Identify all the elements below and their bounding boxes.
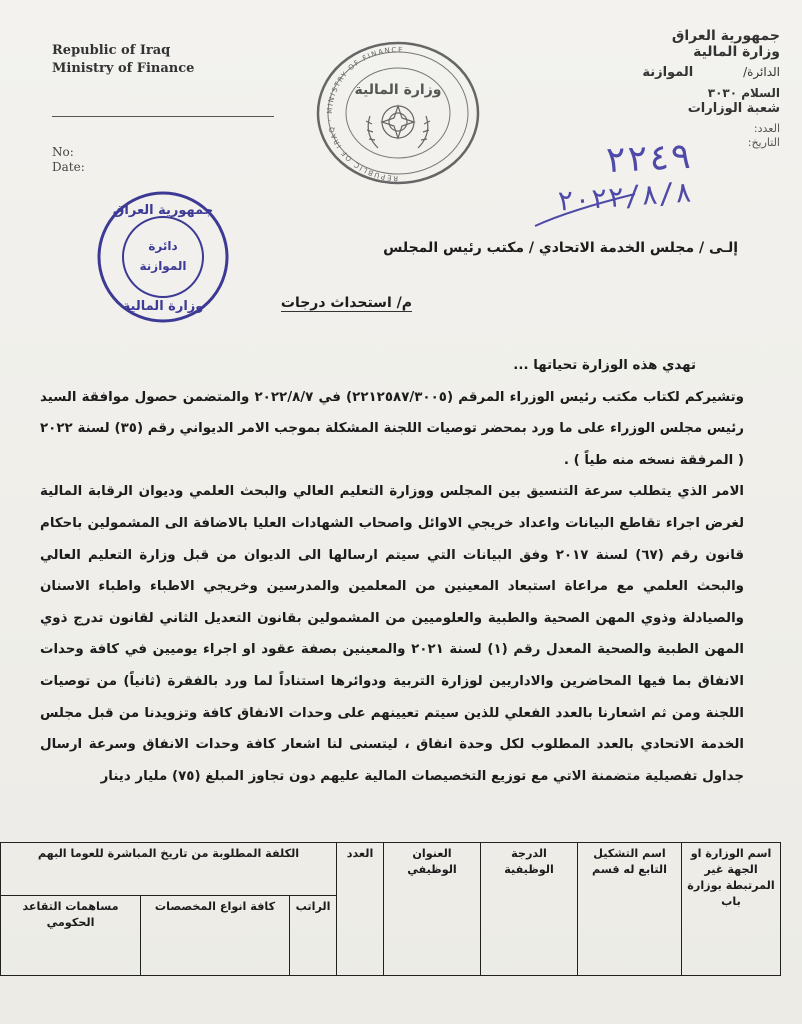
section-code: السلام ٣٠٣٠ — [707, 86, 780, 100]
date-label: Date: — [52, 160, 85, 174]
handwritten-date: ٢٠٢٢/٨/٨ — [556, 175, 693, 218]
header-title: العنوان الوظيفي — [384, 843, 481, 976]
ministry-ar: وزارة المالية — [693, 44, 780, 60]
table-header-row — [1, 843, 781, 896]
ministry-en: Ministry of Finance — [52, 61, 195, 76]
header-count: العدد — [337, 843, 384, 976]
header-formation: اسم التشكيل التابع له قسم — [578, 843, 682, 976]
header-rule — [52, 116, 274, 117]
stamp-line4: وزارة المالية — [122, 299, 204, 314]
department-line — [550, 62, 780, 83]
header-cost-group: الكلفة المطلوبة من تاريخ المباشرة للعوما البهم — [1, 843, 337, 896]
subheader-pension: مساهمات التقاعد الحكومي — [1, 896, 141, 976]
handwritten-underline-icon — [530, 190, 640, 230]
paragraph-2: الامر الذي يتطلب سرعة التنسيق بين المجلس ووزارة التعليم العالي والبحث العلمي وديوان الرقابة المالية لغرض اجراء تقاطع البيانات واعداد خريجي الاوائل واصحاب الشهادات العليا بالاضافة الى المشمولين باحكام قانون رقم (٦٧) لسنة ٢٠١٧ وفق البيانات التي سيتم ارسالها الى الديوان من قبل وزارة التعليم العالي والبحث العلمي مع مراعاة استبعاد المعينين من المعلمين والمدرسين وخريجي الاطباء واطباء الاسنان والصيادلة وذوي المهن الصحية والطبية والعلوميين من المشمولين بقانون التعديل الثاني لقانون تدرج ذوي المهن الطبية والصحية المعدل رقم (١) لسنة ٢٠٢١ والمعينين بصفة عقود او اجراء يوميين في كافة وحدات الانفاق بما فيها المحاضرين والاداريين لوزارة التربية ودوائرها استناداً لما ورد بالفقرة (ثانياً) من توصيات اللجنة ومن ثم اشعارنا بالعدد الفعلي للذين سيتم تعيينهم على وحدات الانفاق كافة وتزويدنا من قبل مجلس الخدمة الاتحادي بالعدد المطلوب لكل وحدة انفاق ، ليتسنى لنا اشعار كافة وحدات الانفاق وسرعة ارسال جداول تفصيلية متضمنة الاتي مع توزيع التخصيصات المالية عليهم دون تجاوز المبلغ (٧٥) مليار دينار — [40, 484, 744, 784]
department-value: الموازنة — [642, 65, 694, 80]
allocation-table — [0, 842, 781, 976]
header-grade: الدرجة الوظيفية — [481, 843, 578, 976]
paragraph-1: وتشيركم لكتاب مكتب رئيس الوزراء المرقم (٢٢١٢٥٨٧/٣٠٠٥) في ٢٠٢٢/٨/٧ والمتضمن حصول موافقة السيد رئيس مجلس الوزراء على ما ورد بمحضر توصيات اللجنة المشكلة بموجب الامر الديواني رقم (٣٥) لسنة ٢٠٢٢ ( المرفقة نسخه منه طياً ) . — [40, 389, 745, 468]
number-label-ar: العدد: — [753, 122, 780, 135]
handwritten-number: ٢٢٤٩ — [604, 135, 694, 182]
letter-body — [40, 350, 744, 792]
addressee: إلـى / مجلس الخدمة الاتحادي / مكتب رئيس المجلس — [383, 240, 738, 256]
stamp-line3: الموازنة — [139, 259, 187, 273]
english-header — [52, 42, 194, 78]
ministry-seal — [312, 38, 484, 188]
stamp-line2: دائرة — [148, 239, 178, 253]
date-label-ar: التاريخ: — [747, 136, 780, 149]
republic-en: Republic of Iraq — [52, 43, 171, 58]
greeting: تهدي هذه الوزارة تحياتها ... — [513, 358, 696, 373]
arabic-header — [550, 26, 780, 153]
seal-ring-text: REPUBLIC OF IRAQ · MINISTRY OF FINANCE — [325, 45, 405, 183]
subject-line: م/ استحداث درجات — [280, 295, 412, 311]
header-ministry: اسم الوزارة او الجهة غير المرتبطة بوزارة باب — [682, 843, 781, 976]
republic-ar: جمهورية العراق — [671, 28, 780, 44]
subheader-allowances: كافة انواع المخصصات — [141, 896, 290, 976]
seal-emblem-icon — [366, 106, 430, 148]
department-stamp — [96, 190, 230, 324]
seal-arabic-title: وزارة المالية — [354, 82, 442, 98]
subheader-salary: الراتب — [290, 896, 337, 976]
no-label: No: — [52, 145, 74, 159]
stamp-line1: جمهورية العراق — [112, 203, 214, 218]
number-date-labels — [52, 145, 85, 175]
department-label: الدائرة/ — [743, 65, 780, 79]
division-name: شعبة الوزارات — [687, 101, 780, 116]
